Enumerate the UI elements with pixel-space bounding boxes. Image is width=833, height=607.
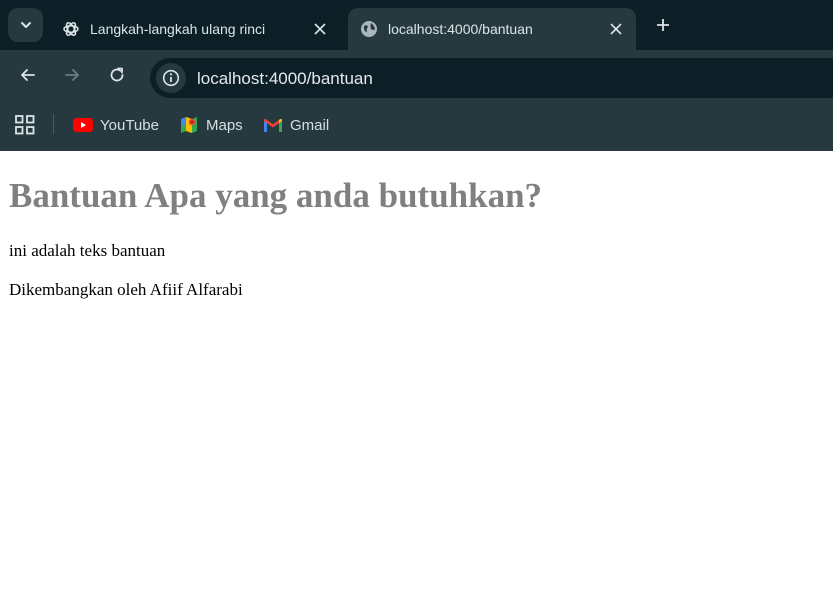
developer-credit: Dikembangkan oleh Afiif Alfarabi: [9, 280, 243, 299]
arrow-right-icon: [63, 66, 81, 84]
tab-langkah[interactable]: [50, 8, 340, 50]
bookmark-label: Maps: [206, 116, 243, 134]
help-text: ini adalah teks bantuan: [9, 241, 166, 260]
chevron-down-icon: [19, 18, 33, 32]
tab-title: Langkah-langkah ulang rinci: [90, 21, 266, 37]
new-tab-button[interactable]: [649, 11, 677, 39]
reload-icon: [108, 66, 126, 84]
bookmark-youtube[interactable]: [73, 114, 159, 136]
tab-title: localhost:4000/bantuan: [388, 21, 533, 37]
bookmark-label: YouTube: [100, 116, 159, 134]
bookmark-maps[interactable]: [179, 114, 243, 136]
bookmarks-separator: [53, 114, 54, 134]
reload-button[interactable]: [103, 61, 131, 89]
tab-search-button[interactable]: [8, 8, 43, 42]
bookmark-label: Gmail: [290, 116, 330, 134]
apps-icon[interactable]: [14, 114, 36, 136]
info-icon: [162, 69, 180, 87]
page-content: [0, 151, 833, 607]
chatgpt-icon: [62, 20, 80, 38]
plus-icon: [655, 17, 671, 33]
back-button[interactable]: [14, 61, 42, 89]
arrow-left-icon: [19, 66, 37, 84]
globe-icon: [360, 20, 378, 38]
close-tab-icon[interactable]: [606, 19, 626, 39]
close-tab-icon[interactable]: [310, 19, 330, 39]
page-title: Bantuan Apa yang anda butuhkan?: [9, 176, 543, 215]
bookmark-gmail[interactable]: [263, 114, 329, 136]
tab-bantuan[interactable]: [348, 8, 636, 50]
tab-strip: [0, 0, 833, 50]
forward-button[interactable]: [58, 61, 86, 89]
gmail-icon: [263, 115, 283, 135]
youtube-icon: [73, 115, 93, 135]
url-text[interactable]: localhost:4000/bantuan: [197, 69, 373, 88]
site-info-button[interactable]: [156, 63, 186, 93]
maps-icon: [179, 115, 199, 135]
